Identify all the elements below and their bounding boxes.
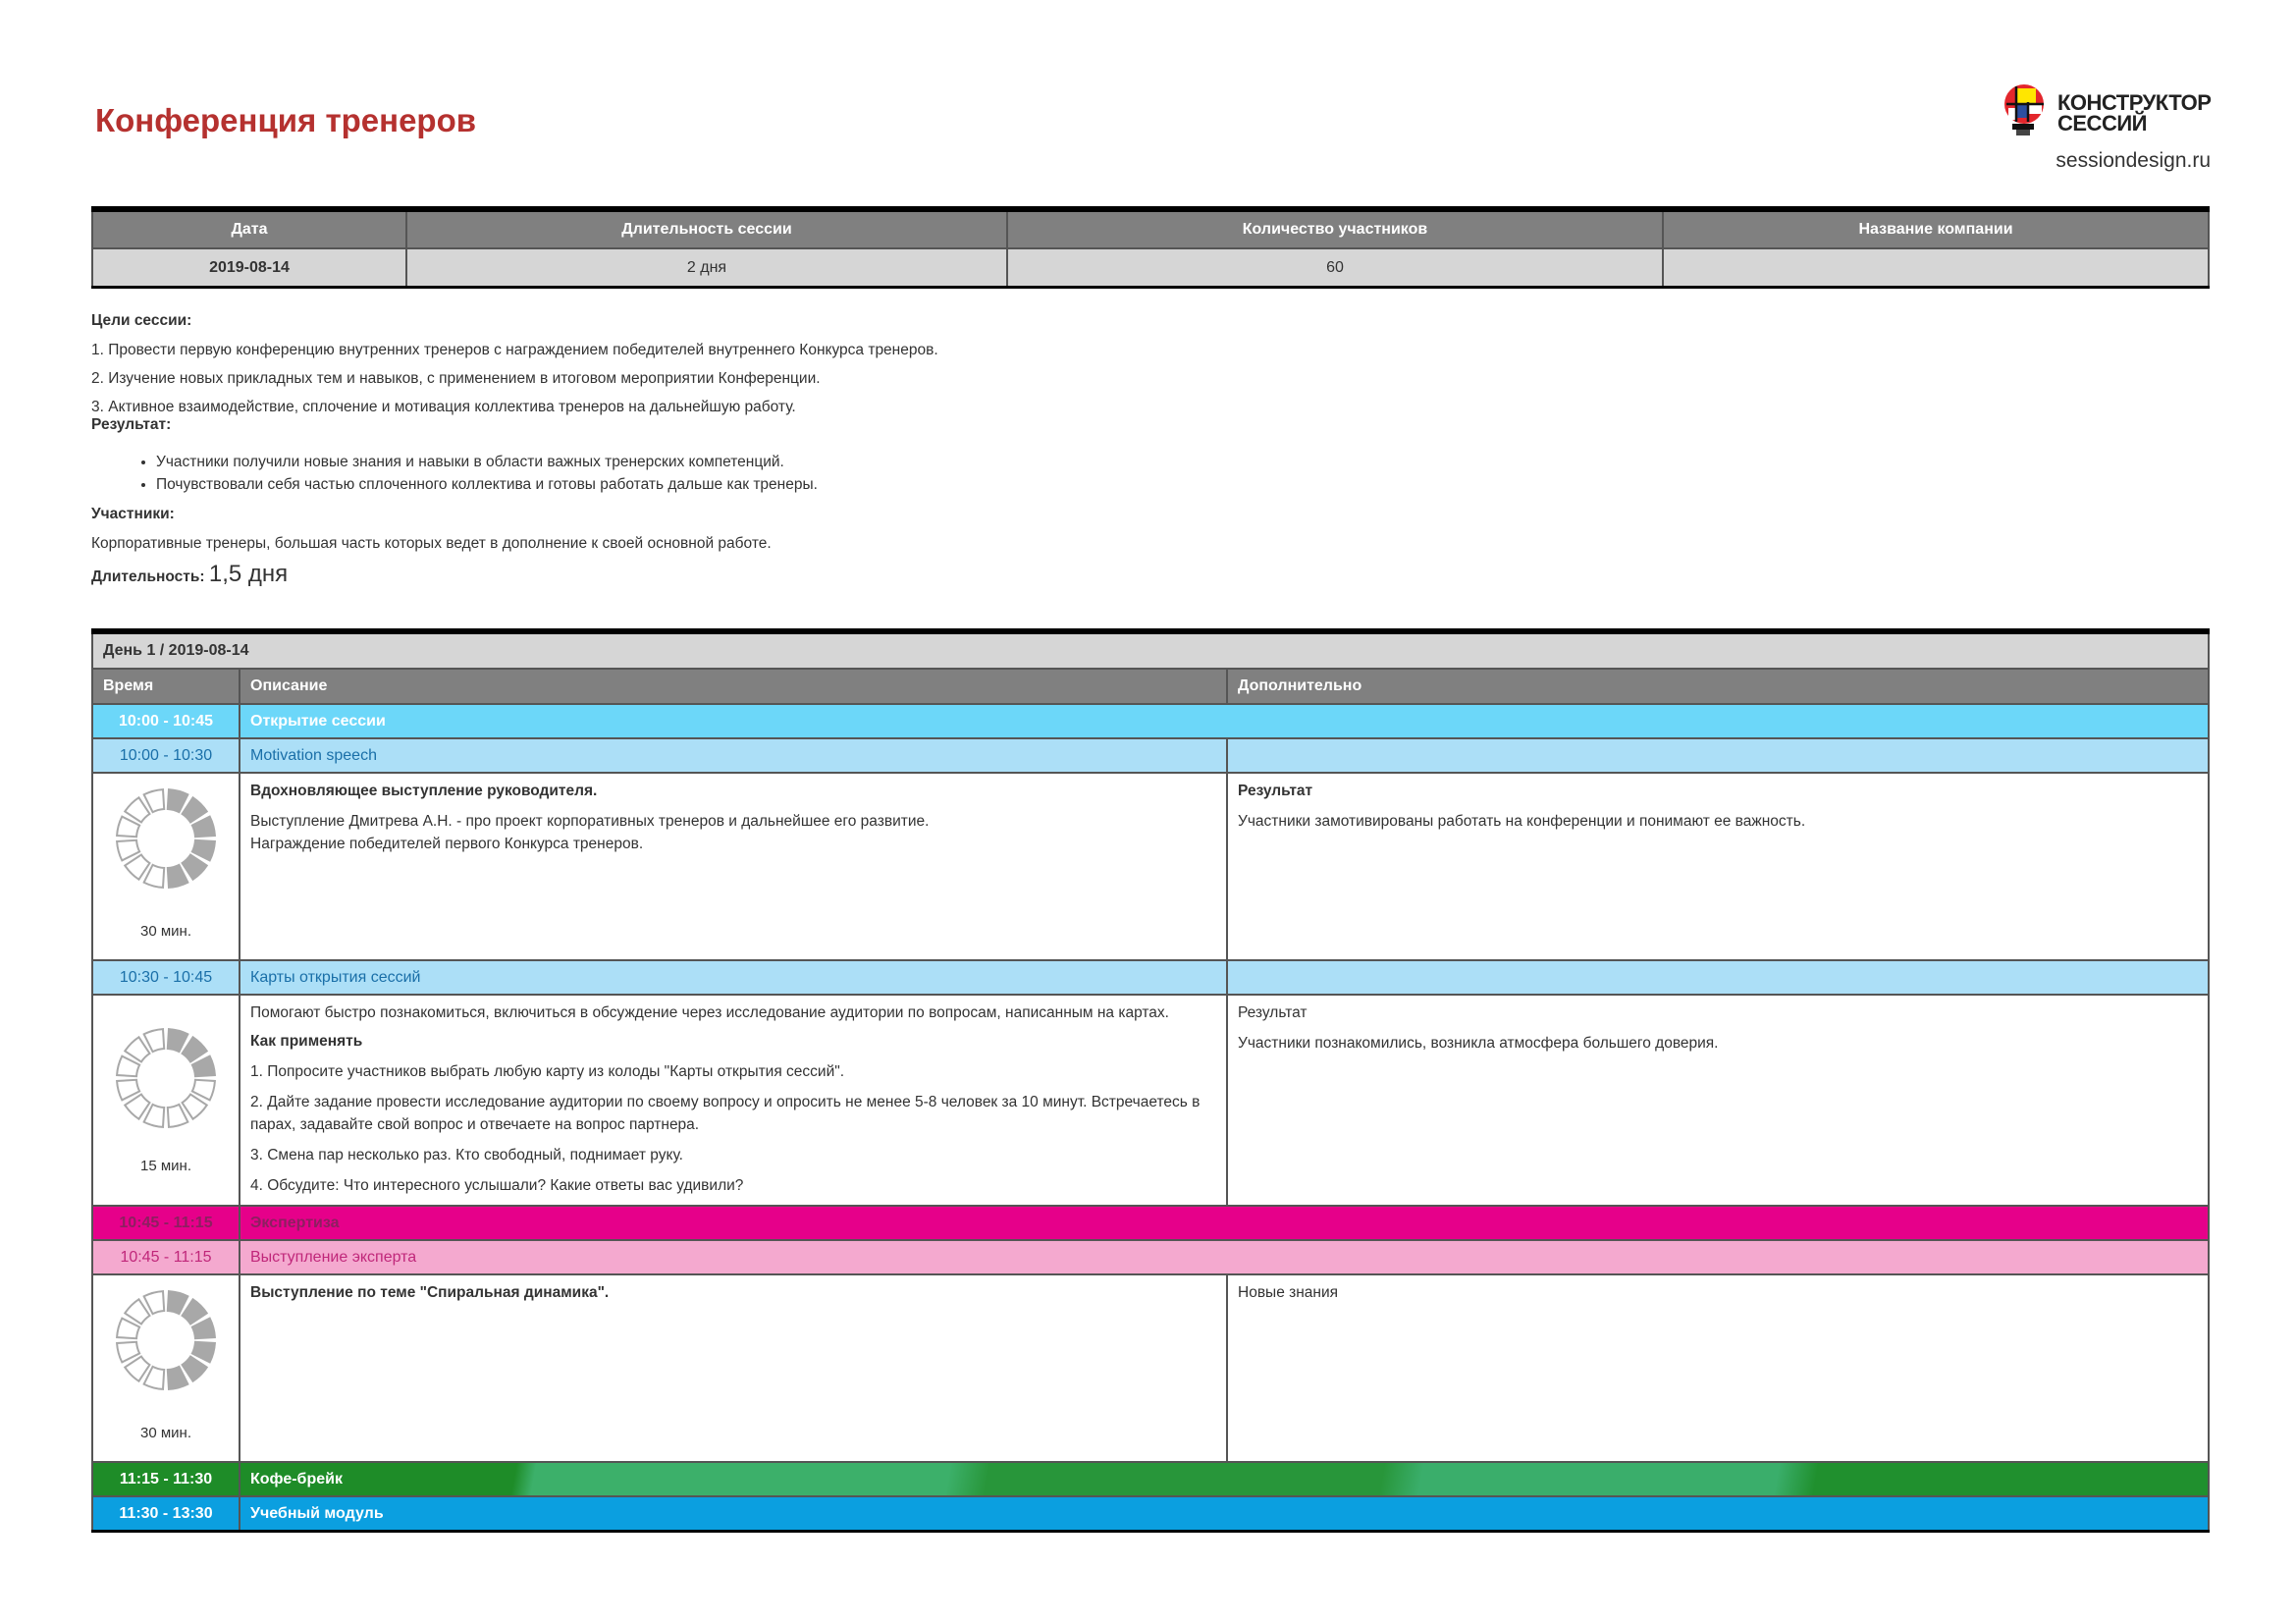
session-extra [1227,1274,2209,1462]
duration-line [91,561,2153,588]
session-step: 1. Попросите участников выбрать любую карту из колоды "Карты открытия сессий". [250,1063,845,1080]
goals-title: Цели сессии: [91,312,192,329]
session-extra [1227,773,2209,960]
extra-title: Результат [1238,1004,1308,1021]
duration-value: 1,5 дня [208,561,289,587]
logo [2002,79,2211,177]
participants-text: Корпоративные тренеры, большая часть которых ведет в дополнение к своей основной работе. [91,535,772,552]
session-duration: 30 мин. [140,1425,191,1441]
col-description: Описание [240,669,1227,704]
extra-text: Участники познакомились, возникла атмосфера большего доверия. [1238,1035,1719,1052]
info-header-date: Дата [92,209,406,248]
block-time: 10:45 - 11:15 [92,1206,240,1240]
block-opening [92,704,2209,738]
info-date: 2019-08-14 [92,248,406,288]
logo-line-2: СЕССИЙ [2057,111,2147,135]
session-title[interactable]: Выступление эксперта [240,1240,2209,1274]
session-title[interactable]: Карты открытия сессий [240,960,1227,995]
block-title: Кофе-брейк [240,1462,2209,1496]
block-title: Учебный модуль [240,1496,2209,1532]
info-company [1663,248,2209,288]
timer-segment [183,797,207,822]
session-extra-header [1227,738,2209,773]
session-heading: Вдохновляющее выступление руководителя. [250,783,598,799]
session-duration: 30 мин. [140,923,191,940]
info-participants: 60 [1007,248,1663,288]
timer-segment [183,1357,207,1381]
info-header-participants: Количество участников [1007,209,1663,248]
block-expertise [92,1206,2209,1240]
site-link[interactable]: sessiondesign.ru [2056,149,2211,172]
goal-item: 1. Провести первую конференцию внутренних тренеров с награждением победителей внутреннего Конкурса тренеров. [91,342,938,358]
duration-cell [92,773,240,960]
block-time: 11:30 - 13:30 [92,1496,240,1532]
timer-segment [125,855,149,880]
block-coffee-break [92,1462,2209,1496]
timer-segment [125,1357,149,1381]
logo-line-1: КОНСТРУКТОР [2057,90,2212,115]
session-heading: Как применять [250,1033,363,1050]
block-title: Открытие сессии [240,704,2209,738]
col-extra: Дополнительно [1227,669,2209,704]
session-detail [92,773,2209,960]
duration-cell [92,995,240,1206]
session-description [240,1274,1227,1462]
session-time: 10:30 - 10:45 [92,960,240,995]
session-description [240,995,1227,1206]
timer-ring-icon [115,787,217,890]
block-module [92,1496,2209,1532]
participants-title: Участники: [91,506,175,522]
duration-cell [92,1274,240,1462]
session-step: 4. Обсудите: Что интересного услышали? Какие ответы вас удивили? [250,1177,744,1194]
timer-segment [125,1037,149,1061]
session-title[interactable]: Motivation speech [240,738,1227,773]
block-title: Экспертиза [240,1206,2209,1240]
result-title: Результат: [91,416,172,433]
timer-segment [125,1299,149,1324]
schedule-table [91,628,2210,1533]
session-goals [91,312,2153,588]
session-extra-header [1227,960,2209,995]
timer-ring-icon [115,1289,217,1391]
session-text: Выступление Дмитрева А.Н. - про проект корпоративных тренеров и дальнейшее его развитие. [250,813,930,830]
logo-icon [2002,82,2050,143]
session-detail [92,1274,2209,1462]
result-list [91,454,2153,494]
session-duration: 15 мин. [140,1157,191,1174]
timer-segment [183,1037,207,1061]
session-info-table [91,206,2210,289]
session-description [240,773,1227,960]
page-title: Конференция тренеров [95,102,477,138]
goal-item: 2. Изучение новых прикладных тем и навыков, с применением в итоговом мероприятии Конференции. [91,370,821,387]
timer-segment [125,1094,149,1118]
timer-ring-icon [115,1027,217,1129]
session-extra [1227,995,2209,1206]
session-step: 3. Смена пар несколько раз. Кто свободный, поднимает руку. [250,1147,683,1163]
info-duration: 2 дня [406,248,1007,288]
session-text: Помогают быстро познакомиться, включиться в обсуждение через исследование аудитории по вопросам, написанным на картах. [250,1004,1169,1021]
info-header-duration: Длительность сессии [406,209,1007,248]
extra-title: Результат [1238,783,1313,799]
timer-segment [183,1299,207,1324]
info-header-company: Название компании [1663,209,2209,248]
extra-text: Новые знания [1238,1284,1339,1301]
session-row [92,960,2209,995]
session-time: 10:45 - 11:15 [92,1240,240,1274]
session-text: Награждение победителей первого Конкурса тренеров. [250,836,644,852]
timer-segment [183,855,207,880]
col-time: Время [92,669,240,704]
goal-item: 3. Активное взаимодействие, сплочение и мотивация коллектива тренеров на дальнейшую работу. [91,399,796,415]
session-row [92,738,2209,773]
logo-text [2057,92,2211,134]
duration-label: Длительность: [91,568,205,585]
result-item: • Почувствовали себя частью сплоченного коллектива и готовы работать дальше как тренеры. [156,476,2153,494]
timer-segment [183,1094,207,1118]
result-item: • Участники получили новые знания и навыки в области важных тренерских компетенций. [156,454,2153,471]
session-time: 10:00 - 10:30 [92,738,240,773]
session-heading: Выступление по теме "Спиральная динамика". [250,1284,610,1301]
extra-text: Участники замотивированы работать на конференции и понимают ее важность. [1238,813,1806,830]
block-time: 10:00 - 10:45 [92,704,240,738]
day-header: День 1 / 2019-08-14 [92,631,2209,669]
session-step: 2. Дайте задание провести исследование аудитории по своему вопросу и опросить не менее 5-8 человек за 10 минут. Встречаетесь в парах, задавайте свой вопрос и отвечаете на вопрос партнера. [250,1094,1201,1133]
session-row [92,1240,2209,1274]
block-time: 11:15 - 11:30 [92,1462,240,1496]
session-detail [92,995,2209,1206]
timer-segment [125,797,149,822]
